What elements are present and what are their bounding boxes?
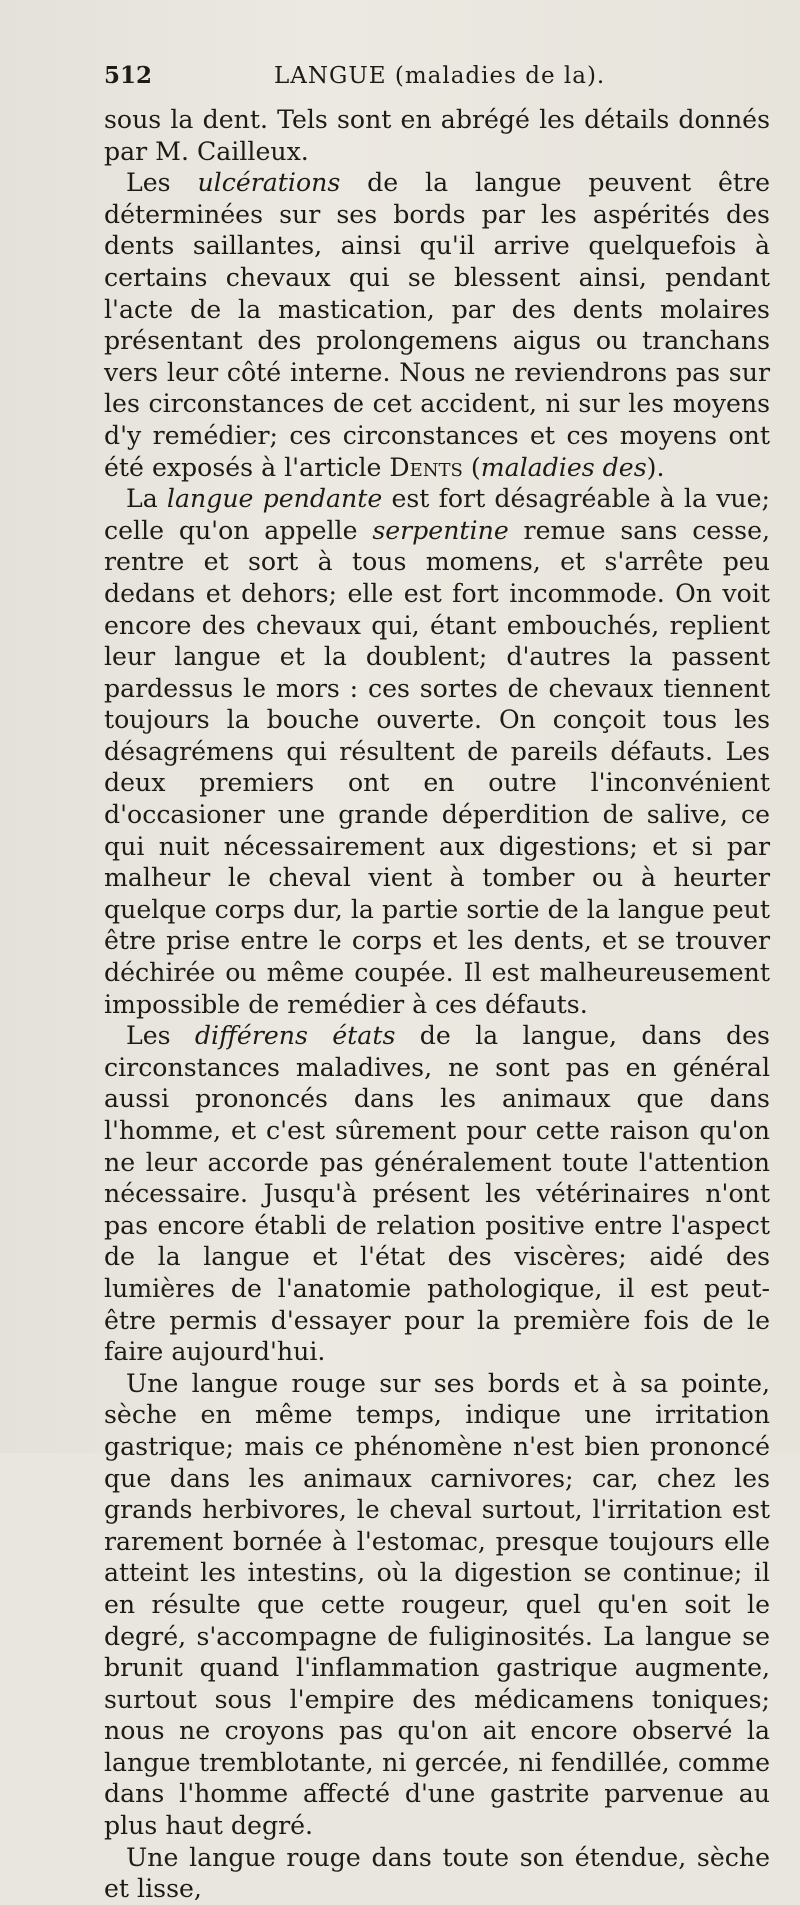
paragraph — [104, 1368, 770, 1842]
italic-term: langue pendante — [166, 484, 383, 514]
text-span: ). — [646, 452, 665, 482]
text-span: Les — [126, 168, 198, 198]
paragraph — [104, 1020, 770, 1368]
italic-term: serpentine — [372, 515, 509, 545]
text-span: Les — [126, 1021, 195, 1051]
body-text — [104, 104, 770, 1905]
text-span: est fort désagréable à la vue; celle qu'on appelle — [104, 484, 770, 545]
small-caps-reference: Dents — [389, 452, 463, 482]
text-span: Une langue rouge dans toute son étendue, sèche et lisse, — [104, 1842, 770, 1904]
text-span: remue sans cesse, rentre et sort à tous momens, et s'arrête peu dedans et dehors; elle est fort incommode. On voit encore des chevaux qui, étant embouchés, replient leur langue et la doublent; d'autres la passent pardessus le mors : ces sortes de chevaux tiennent toujours la bouche ouverte. On conçoit tous les désagrémens qui résultent de pareils défauts. Les deux premiers ont en outre l'inconvénient d'occasioner une grande déperdition de salive, ce qui nuit nécessairement aux digestions; et si par malheur le cheval vient à tomber ou à heurter quelque corps dur, la partie sortie de la langue peut être prise entre le corps et les dents, et se trouver déchirée ou même coupée. Il est malheureusement impossible de remédier à ces défauts. — [104, 515, 771, 1019]
text-span: La — [126, 484, 167, 514]
italic-term: ulcérations — [197, 168, 341, 198]
paragraph — [104, 483, 770, 1020]
text-span: de la langue, dans des circonstances maladives, ne sont pas en général aussi prononcés dans les animaux que dans l'homme, et c'est sûrement pour cette raison qu'on ne leur accorde pas généralement toute l'attention nécessaire. Jusqu'à présent les vétérinaires n'ont pas encore établi de relation positive entre l'aspect de la langue et l'état des viscères; aidé des lumières de l'anatomie pathologique, il est peut-être permis d'essayer pour la première fois de le faire aujourd'hui. — [104, 1021, 770, 1367]
italic-term: différens états — [194, 1021, 396, 1051]
page-header — [104, 62, 770, 102]
text-span: Une langue rouge sur ses bords et à sa pointe, sèche en même temps, indique une irritation gastrique; mais ce phénomène n'est bien prononcé que dans les animaux carnivores; car, chez les grands herbivores, le cheval surtout, l'irritation est rarement bornée à l'estomac, presque toujours elle atteint les intestins, où la digestion se continue; il en résulte que cette rougeur, quel qu'en soit le degré, s'accompagne de fuliginosités. La langue se brunit quand l'inflammation gastrique augmente, surtout sous l'empire des médicamens toniques; nous ne croyons pas qu'on ait encore observé la langue tremblotante, ni gercée, ni fendillée, comme dans l'homme affecté d'une gastrite parvenue au plus haut degré. — [104, 1368, 770, 1841]
page-number: 512 — [104, 62, 153, 89]
text-span: de la langue peuvent être déterminées sur ses bords par les aspérités des dents saillantes, ainsi qu'il arrive quelquefois à certains chevaux qui se blessent ainsi, pendant l'acte de la mastication, par des dents molaires présentant des prolongemens aigus ou tranchans vers leur côté interne. Nous ne reviendrons pas sur les circonstances de cet accident, ni sur les moyens d'y remédier; ces circonstances et ces moyens ont été exposés à l'article — [104, 168, 770, 482]
paragraph — [104, 167, 770, 483]
paragraph — [104, 1842, 770, 1905]
running-head: LANGUE (maladies de la). — [274, 63, 606, 89]
text-span: sous la dent. Tels sont en abrégé les détails donnés par M. Cailleux. — [104, 105, 770, 166]
italic-term: maladies des — [480, 452, 647, 482]
paragraph — [104, 104, 770, 167]
text-span: ( — [462, 452, 481, 482]
